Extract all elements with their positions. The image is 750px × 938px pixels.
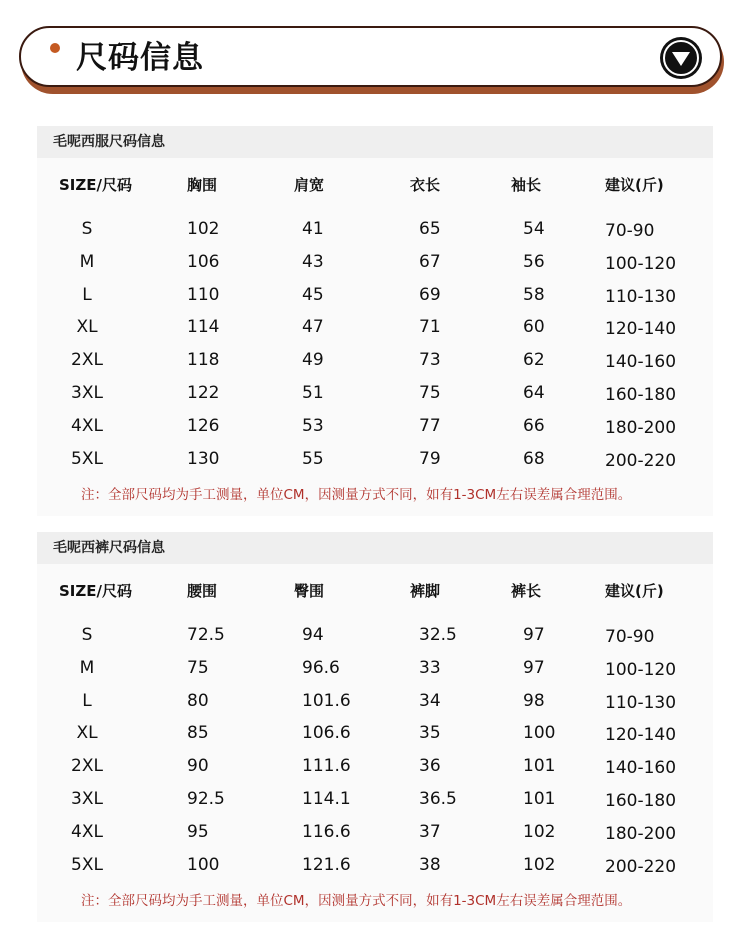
table-cell: 97: [523, 625, 545, 645]
table-cell: 126: [187, 415, 220, 436]
table-cell: 92.5: [187, 789, 225, 809]
bullet-dot-icon: [50, 43, 60, 53]
column-header: SIZE/尺码: [59, 582, 132, 600]
table-cell: 95: [187, 821, 209, 842]
size-label-cell: 4XL: [71, 821, 103, 842]
table-cell: 77: [419, 415, 441, 436]
table-cell: 98: [523, 690, 545, 711]
table-cell: 34: [419, 690, 441, 711]
size-label-cell: 5XL: [71, 448, 103, 469]
table-cell: 58: [523, 284, 545, 305]
size-label-cell: 2XL: [71, 350, 103, 371]
table-cell: 36: [419, 756, 441, 777]
size-label-cell: M: [79, 657, 95, 678]
jacket-panel-header: [37, 126, 713, 158]
table-cell: 180-200: [605, 823, 677, 844]
table-cell: 200-220: [605, 856, 677, 877]
size-label-cell: L: [82, 284, 92, 305]
table-cell: 70-90: [605, 627, 655, 647]
table-cell: 35: [419, 723, 441, 744]
table-cell: 140-160: [605, 352, 677, 373]
jacket-panel-title: 毛呢西服尺码信息: [53, 134, 165, 150]
table-cell: 70-90: [605, 221, 655, 241]
size-label-cell: S: [81, 219, 93, 239]
column-header: 衣长: [410, 176, 441, 194]
table-cell: 120-140: [605, 319, 677, 340]
table-cell: 160-180: [605, 385, 677, 405]
column-header: 肩宽: [294, 176, 325, 194]
expand-button[interactable]: [660, 37, 702, 79]
size-label-cell: XL: [76, 317, 98, 338]
table-cell: 53: [302, 415, 324, 436]
table-cell: 102: [523, 821, 556, 842]
table-cell: 62: [523, 350, 545, 371]
table-cell: 80: [187, 690, 209, 711]
table-cell: 43: [302, 251, 324, 272]
table-cell: 67: [419, 251, 441, 272]
table-cell: 97: [523, 657, 545, 678]
table-cell: 41: [302, 219, 324, 239]
table-cell: 51: [302, 383, 324, 403]
column-header: 裤脚: [410, 582, 441, 600]
pants-size-panel: [37, 532, 713, 922]
table-cell: 110-130: [605, 692, 677, 713]
jacket-size-panel: [37, 126, 713, 516]
table-cell: 85: [187, 723, 209, 744]
table-cell: 130: [187, 448, 220, 469]
column-header: 腰围: [187, 582, 218, 600]
table-cell: 160-180: [605, 791, 677, 811]
table-cell: 100: [187, 854, 220, 875]
size-label-cell: 3XL: [71, 383, 103, 403]
table-cell: 120-140: [605, 725, 677, 746]
table-cell: 55: [302, 448, 324, 469]
table-cell: 69: [419, 284, 441, 305]
table-cell: 180-200: [605, 417, 677, 438]
table-cell: 66: [523, 415, 545, 436]
table-cell: 111.6: [302, 756, 351, 777]
triangle-down-icon: [660, 37, 702, 79]
table-cell: 100-120: [605, 659, 677, 680]
table-cell: 116.6: [302, 821, 351, 842]
column-header: 建议(斤): [605, 582, 664, 600]
size-label-cell: 5XL: [71, 854, 103, 875]
table-cell: 90: [187, 756, 209, 777]
size-label-cell: M: [79, 251, 95, 272]
table-cell: 38: [419, 854, 441, 875]
size-label-cell: XL: [76, 723, 98, 744]
table-cell: 75: [419, 383, 441, 403]
table-cell: 37: [419, 821, 441, 842]
column-header: 袖长: [511, 176, 542, 194]
table-cell: 100-120: [605, 253, 677, 274]
column-header: 臀围: [294, 582, 325, 600]
pants-note: 注：全部尺码均为手工测量，单位CM，因测量方式不同，如有1-3CM左右误差属合理范围。: [81, 893, 632, 909]
table-cell: 114.1: [302, 789, 351, 809]
table-cell: 110-130: [605, 286, 677, 307]
table-cell: 49: [302, 350, 324, 371]
table-cell: 47: [302, 317, 324, 338]
table-cell: 45: [302, 284, 324, 305]
table-cell: 200-220: [605, 450, 677, 471]
pants-panel-header: [37, 532, 713, 564]
table-cell: 118: [187, 350, 220, 371]
table-cell: 100: [523, 723, 556, 744]
table-cell: 54: [523, 219, 545, 239]
table-cell: 68: [523, 448, 545, 469]
table-cell: 102: [187, 219, 220, 239]
column-header: 建议(斤): [605, 176, 664, 194]
table-cell: 110: [187, 284, 220, 305]
table-cell: 56: [523, 251, 545, 272]
size-label-cell: 4XL: [71, 415, 103, 436]
table-cell: 72.5: [187, 625, 225, 645]
size-label-cell: 3XL: [71, 789, 103, 809]
table-cell: 102: [523, 854, 556, 875]
table-cell: 75: [187, 657, 209, 678]
table-cell: 106: [187, 251, 220, 272]
table-cell: 101: [523, 756, 556, 777]
size-label-cell: L: [82, 690, 92, 711]
table-cell: 36.5: [419, 789, 457, 809]
table-cell: 33: [419, 657, 441, 678]
pants-panel-title: 毛呢西裤尺码信息: [53, 540, 165, 556]
table-cell: 94: [302, 625, 324, 645]
table-cell: 101: [523, 789, 556, 809]
table-cell: 71: [419, 317, 441, 338]
table-cell: 122: [187, 383, 220, 403]
table-cell: 96.6: [302, 657, 340, 678]
table-cell: 79: [419, 448, 441, 469]
table-cell: 73: [419, 350, 441, 371]
table-cell: 106.6: [302, 723, 351, 744]
table-cell: 101.6: [302, 690, 351, 711]
table-cell: 140-160: [605, 758, 677, 779]
column-header: 裤长: [511, 582, 542, 600]
table-cell: 114: [187, 317, 220, 338]
table-cell: 65: [419, 219, 441, 239]
table-cell: 60: [523, 317, 545, 338]
page-title: 尺码信息: [76, 40, 204, 76]
column-header: SIZE/尺码: [59, 176, 132, 194]
size-label-cell: 2XL: [71, 756, 103, 777]
table-cell: 121.6: [302, 854, 351, 875]
jacket-note: 注：全部尺码均为手工测量，单位CM，因测量方式不同，如有1-3CM左右误差属合理范围。: [81, 487, 632, 503]
size-label-cell: S: [81, 625, 93, 645]
table-cell: 64: [523, 383, 545, 403]
column-header: 胸围: [187, 176, 218, 194]
table-cell: 32.5: [419, 625, 457, 645]
